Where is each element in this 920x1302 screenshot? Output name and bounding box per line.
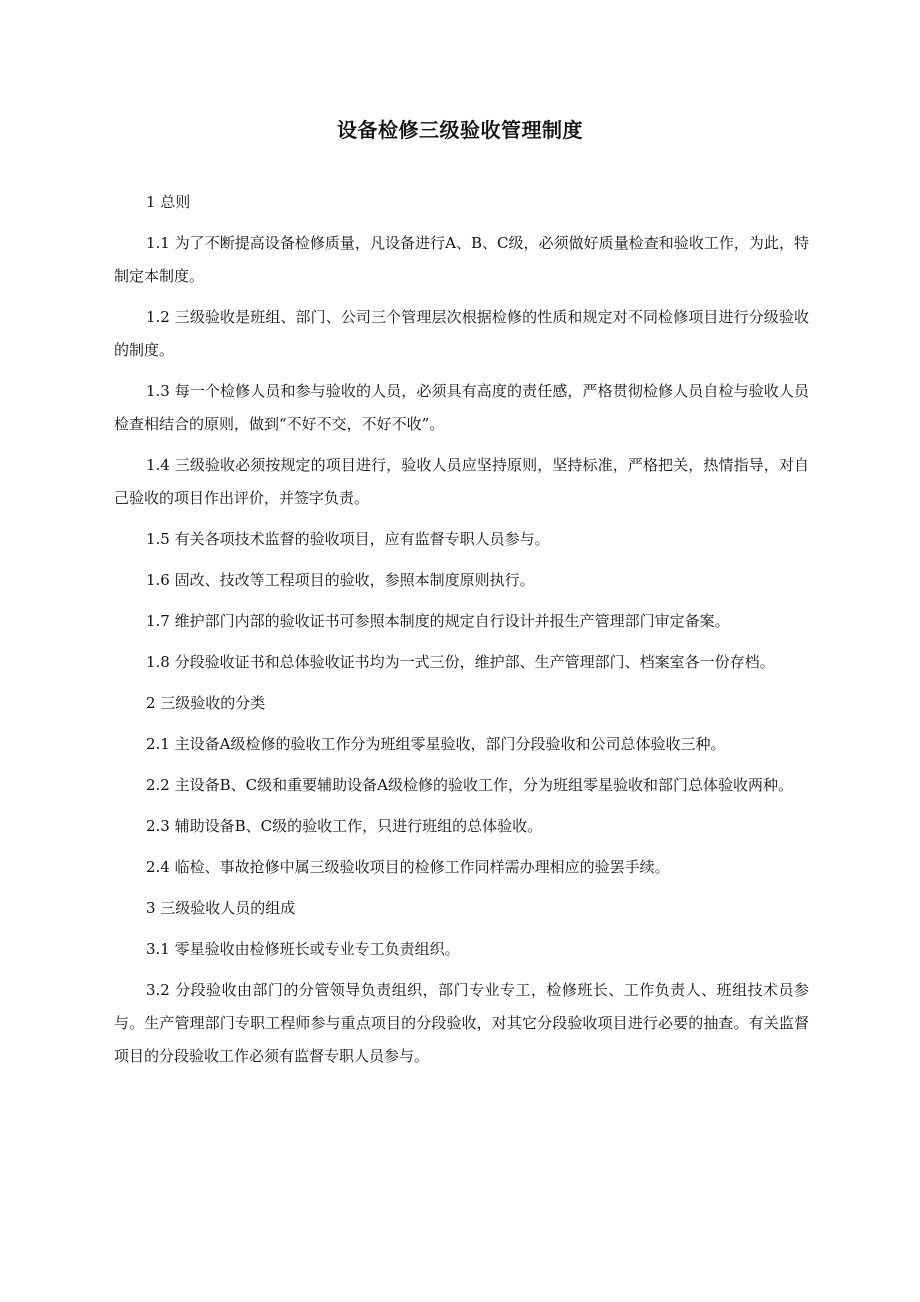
paragraph: 1.3 每一个检修人员和参与验收的人员，必须具有高度的责任感，严格贯彻检修人员自检与验收人员检查相结合的原则，做到“不好不交，不好不收”。 bbox=[114, 382, 809, 433]
paragraph: 1.7 维护部门内部的验收证书可参照本制度的规定自行设计并报生产管理部门审定备案。 bbox=[146, 612, 730, 630]
paragraph: 1.5 有关各项技术监督的验收项目，应有监督专职人员参与。 bbox=[146, 530, 550, 548]
document-title: 设备检修三级验收管理制度 bbox=[337, 118, 583, 142]
section-heading: 2 三级验收的分类 bbox=[146, 694, 266, 712]
paragraph: 3.2 分段验收由部门的分管领导负责组织，部门专业专工，检修班长、工作负责人、班组技术员参与。生产管理部门专职工程师参与重点项目的分段验收，对其它分段验收项目进行必要的抽查。有关监督项目的分段验收工作必须有监督专职人员参与。 bbox=[114, 981, 809, 1065]
section-heading: 3 三级验收人员的组成 bbox=[146, 899, 296, 917]
paragraph: 1.6 固改、技改等工程项目的验收，参照本制度原则执行。 bbox=[146, 571, 535, 589]
paragraph: 2.4 临检、事故抢修中属三级验收项目的检修工作同样需办理相应的验罢手续。 bbox=[146, 858, 670, 876]
document-body bbox=[114, 186, 809, 1081]
paragraph: 1.4 三级验收必须按规定的项目进行，验收人员应坚持原则，坚持标准，严格把关，热情指导，对自己验收的项目作出评价，并签字负责。 bbox=[114, 456, 809, 507]
paragraph: 3.1 零星验收由检修班长或专业专工负责组织。 bbox=[146, 940, 460, 958]
paragraph: 2.1 主设备A级检修的验收工作分为班组零星验收，部门分段验收和公司总体验收三种。 bbox=[146, 735, 726, 753]
paragraph: 1.1 为了不断提高设备检修质量，凡设备进行A、B、C级，必须做好质量检查和验收工作，为此，特制定本制度。 bbox=[114, 234, 809, 285]
paragraph: 2.2 主设备B、C级和重要辅助设备A级检修的验收工作，分为班组零星验收和部门总体验收两种。 bbox=[146, 776, 793, 794]
paragraph: 2.3 辅助设备B、C级的验收工作，只进行班组的总体验收。 bbox=[146, 817, 543, 835]
paragraph: 1.2 三级验收是班组、部门、公司三个管理层次根据检修的性质和规定对不同检修项目进行分级验收的制度。 bbox=[114, 308, 809, 359]
paragraph: 1.8 分段验收证书和总体验收证书均为一式三份，维护部、生产管理部门、档案室各一份存档。 bbox=[146, 653, 775, 671]
section-heading: 1 总则 bbox=[146, 193, 191, 211]
